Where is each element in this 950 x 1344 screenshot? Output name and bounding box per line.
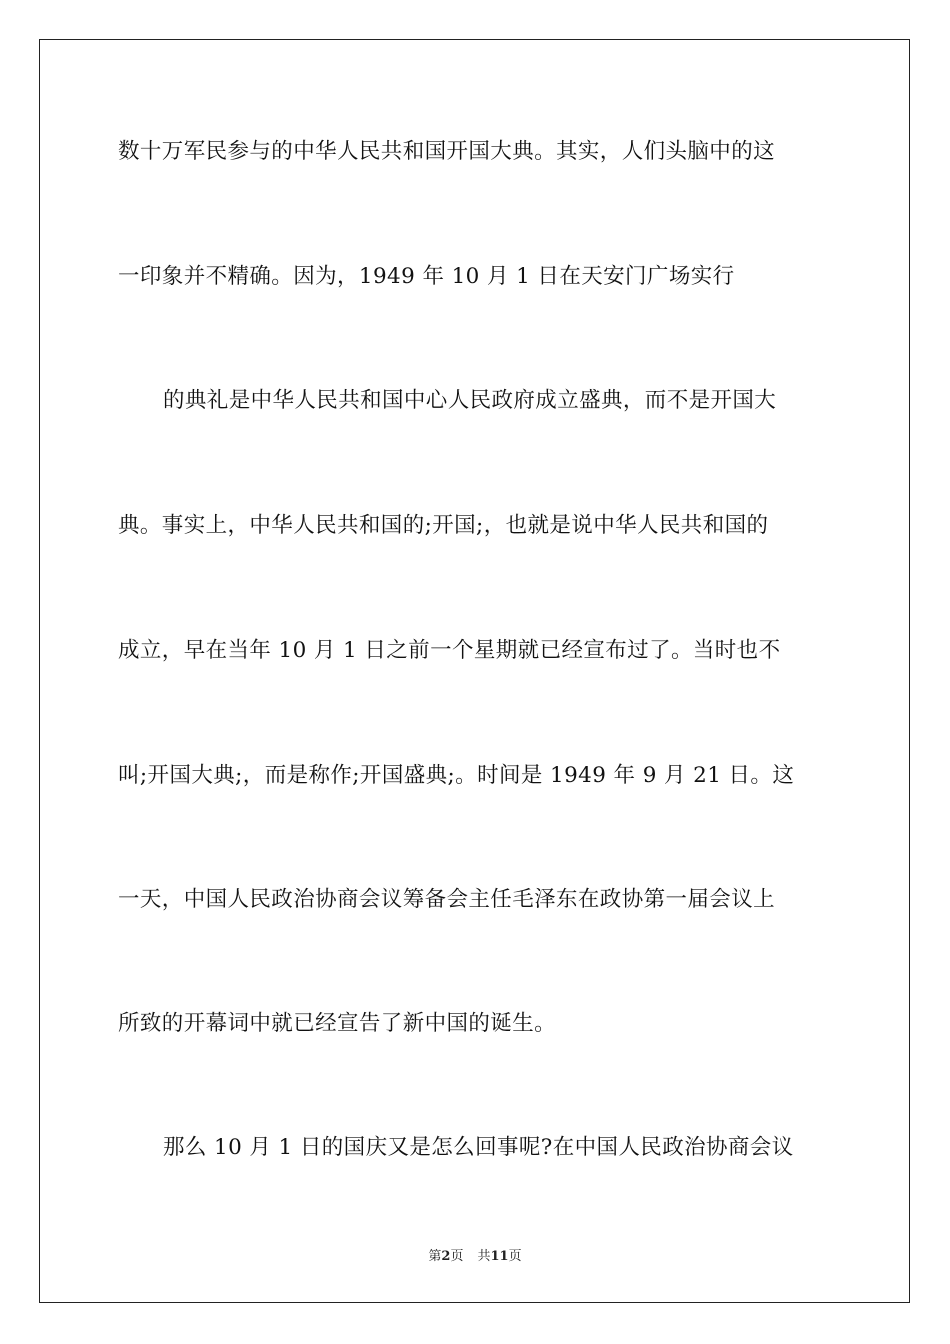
total-suffix: 页 (508, 1249, 522, 1264)
paragraph-start-line: 那么 10 月 1 日的国庆又是怎么回事呢?在中国人民政治协商会议 (163, 1135, 794, 1160)
page-number: 2 (441, 1249, 451, 1264)
page-indicator (428, 1248, 463, 1266)
body-text-line: 一印象并不精确。因为，1949 年 10 月 1 日在天安门广场实行 (118, 264, 735, 289)
body-text-line: 数十万军民参与的中华人民共和国开国大典。其实，人们头脑中的这 (118, 139, 776, 164)
page-suffix: 页 (450, 1249, 464, 1264)
page-prefix: 第 (428, 1249, 442, 1264)
total-pages: 11 (490, 1249, 509, 1264)
paragraph-start-line: 的典礼是中华人民共和国中心人民政府成立盛典，而不是开国大 (163, 388, 777, 413)
body-text-line: 叫;开国大典;，而是称作;开国盛典;。时间是 1949 年 9 月 21 日。这 (118, 763, 795, 788)
page-border (39, 39, 910, 1303)
total-prefix: 共 (477, 1249, 491, 1264)
body-text-line: 成立，早在当年 10 月 1 日之前一个星期就已经宣布过了。当时也不 (118, 638, 781, 663)
body-text-line: 所致的开幕词中就已经宣告了新中国的诞生。 (118, 1011, 557, 1036)
body-text-line: 典。事实上，中华人民共和国的;开国;，也就是说中华人民共和国的 (118, 513, 769, 538)
body-text-line: 一天，中国人民政治协商会议筹备会主任毛泽东在政协第一届会议上 (118, 887, 776, 912)
page-footer (0, 1248, 950, 1266)
total-pages-indicator (477, 1248, 521, 1266)
